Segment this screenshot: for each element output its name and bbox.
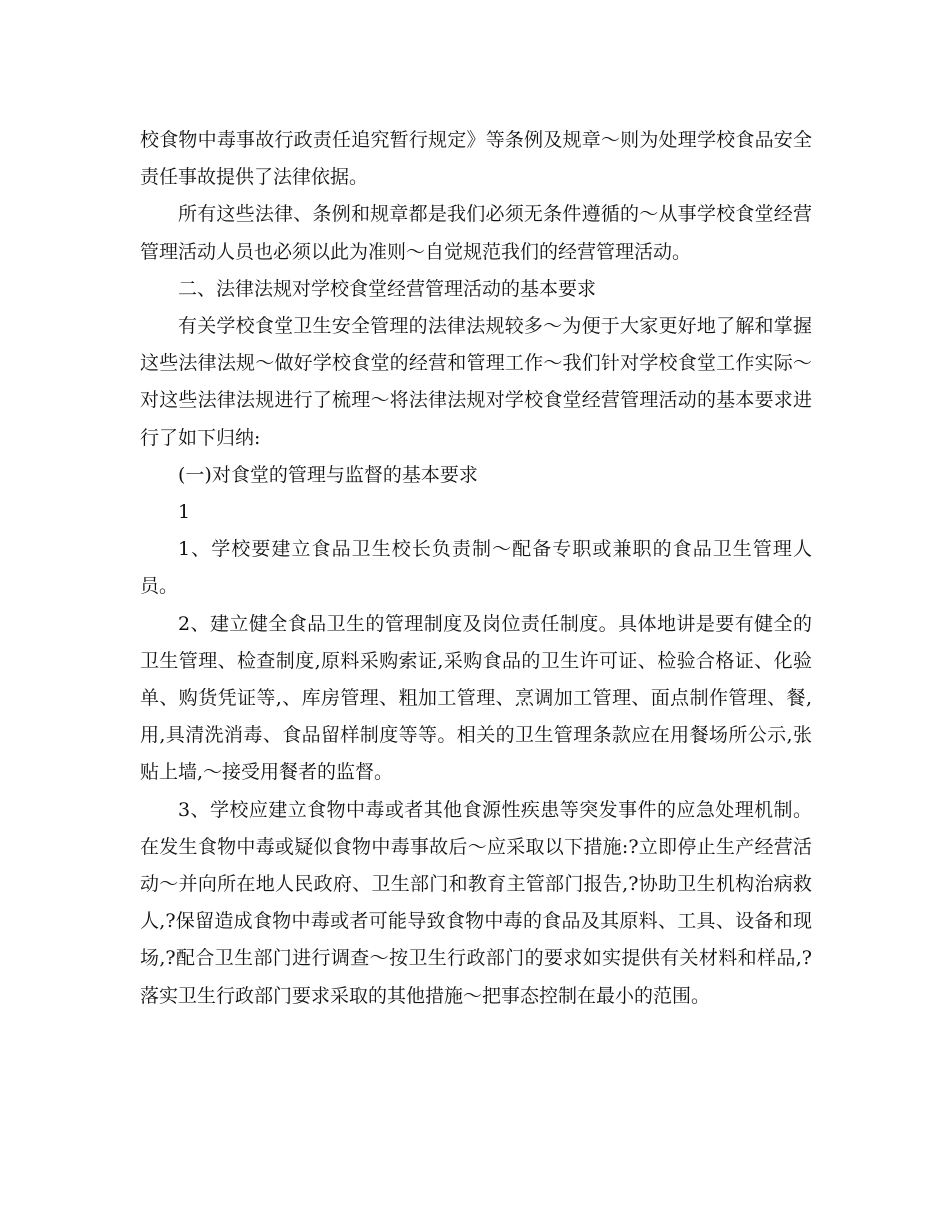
list-item-3: 3、学校应建立食物中毒或者其他食源性疾患等突发事件的应急处理机制。在发生食物中毒或疑似食物中毒事故后～应采取以下措施:?立即停止生产经营活动～并向所在地人民政府、卫生部门和教育主管部门报告,?协助卫生机构治病救人,?保留造成食物中毒或者可能导致食物中毒的食品及其原料、工具、设备和现场,?配合卫生部门进行调查～按卫生行政部门的要求如实提供有关材料和样品,?落实卫生行政部门要求采取的其他措施～把事态控制在最小的范围。	[140, 798, 812, 1007]
list-item-2: 2、建立健全食品卫生的管理制度及岗位责任制度。具体地讲是要有健全的卫生管理、检查制度,原料采购索证,采购食品的卫生许可证、检验合格证、化验单、购货凭证等,、库房管理、粗加工管理、烹调加工管理、面点制作管理、餐,用,具清洗消毒、食品留样制度等等。相关的卫生管理条款应在用餐场所公示,张贴上墙,～接受用餐者的监督。	[140, 612, 812, 784]
paragraph-laws-compliance: 所有这些法律、条例和规章都是我们必须无条件遵循的～从事学校食堂经营管理活动人员也必须以此为准则～自觉规范我们的经营管理活动。	[140, 203, 812, 263]
list-item-1: 1、学校要建立食品卫生校长负责制～配备专职或兼职的食品卫生管理人员。	[140, 538, 812, 598]
section-heading-two: 二、法律法规对学校食堂经营管理活动的基本要求	[178, 277, 597, 300]
document-body	[140, 122, 812, 1015]
paragraph-summary-intro: 有关学校食堂卫生安全管理的法律法规较多～为便于大家更好地了解和掌握这些法律法规～做好学校食堂的经营和管理工作～我们针对学校食堂工作实际～对这些法律法规进行了梳理～将法律法规对学校食堂经营管理活动的基本要求进行了如下归纳:	[140, 315, 812, 449]
subsection-heading-one: (一)对食堂的管理与监督的基本要求	[178, 463, 478, 486]
page-number: 1	[178, 501, 191, 524]
paragraph-continuation: 校食物中毒事故行政责任追究暂行规定》等条例及规章～则为处理学校食品安全责任事故提供了法律依据。	[140, 129, 812, 189]
